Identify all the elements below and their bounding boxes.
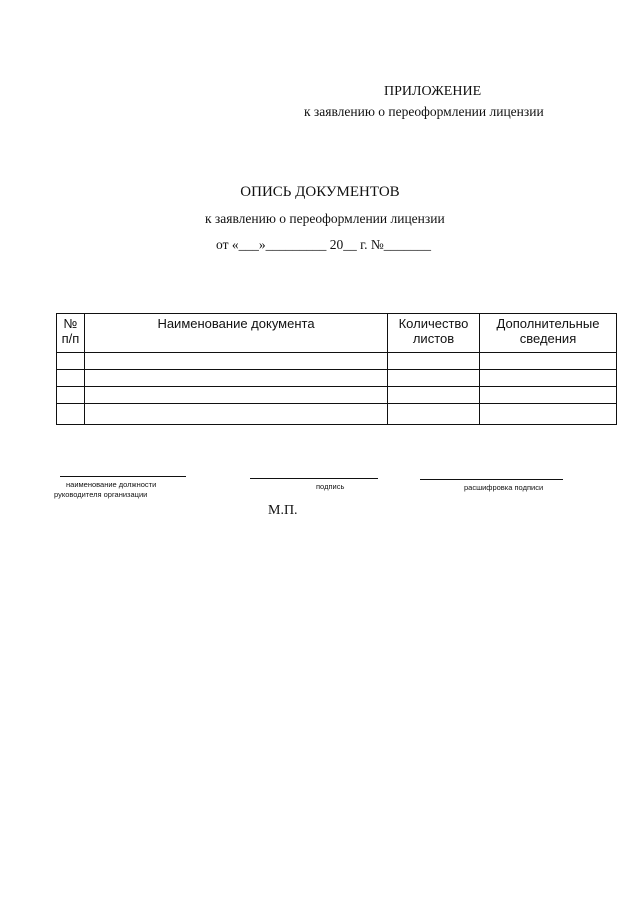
cell-number[interactable]: [57, 404, 85, 425]
cell-additional-info[interactable]: [480, 404, 617, 425]
date-number-line: от «___»_________ 20__ г. №_______: [216, 237, 431, 252]
header-document-name: Наименование документа: [85, 314, 388, 353]
cell-additional-info[interactable]: [480, 370, 617, 387]
cell-sheet-count[interactable]: [388, 370, 480, 387]
cell-number[interactable]: [57, 353, 85, 370]
cell-document-name[interactable]: [85, 353, 388, 370]
decoding-label: расшифровка подписи: [464, 483, 544, 492]
cell-document-name[interactable]: [85, 404, 388, 425]
table-row: [57, 370, 617, 387]
position-label-line2: руководителя организации: [54, 490, 148, 499]
header-additional-info: Дополнительные сведения: [480, 314, 617, 353]
signature-line[interactable]: [250, 478, 378, 479]
table-header-row: [57, 314, 617, 353]
document-title: ОПИСЬ ДОКУМЕНТОВ: [240, 184, 400, 200]
table-row: [57, 353, 617, 370]
header-number: № п/п: [57, 314, 85, 353]
cell-document-name[interactable]: [85, 387, 388, 404]
decoding-signature-line[interactable]: [420, 479, 563, 480]
stamp-place: М.П.: [268, 503, 298, 518]
cell-document-name[interactable]: [85, 370, 388, 387]
annex-title: ПРИЛОЖЕНИЕ: [384, 84, 482, 99]
cell-number[interactable]: [57, 387, 85, 404]
cell-additional-info[interactable]: [480, 353, 617, 370]
cell-sheet-count[interactable]: [388, 353, 480, 370]
signature-label: подпись: [316, 482, 345, 491]
annex-subtitle: к заявлению о переоформлении лицензии: [304, 104, 544, 119]
cell-number[interactable]: [57, 370, 85, 387]
cell-sheet-count[interactable]: [388, 387, 480, 404]
table-row: [57, 404, 617, 425]
header-sheet-count: Количество листов: [388, 314, 480, 353]
document-subtitle: к заявлению о переоформлении лицензии: [205, 211, 445, 226]
table-row: [57, 387, 617, 404]
cell-sheet-count[interactable]: [388, 404, 480, 425]
cell-additional-info[interactable]: [480, 387, 617, 404]
inventory-table: [56, 313, 617, 425]
position-signature-line[interactable]: [60, 476, 186, 477]
position-label-line1: наименование должности: [66, 480, 157, 489]
